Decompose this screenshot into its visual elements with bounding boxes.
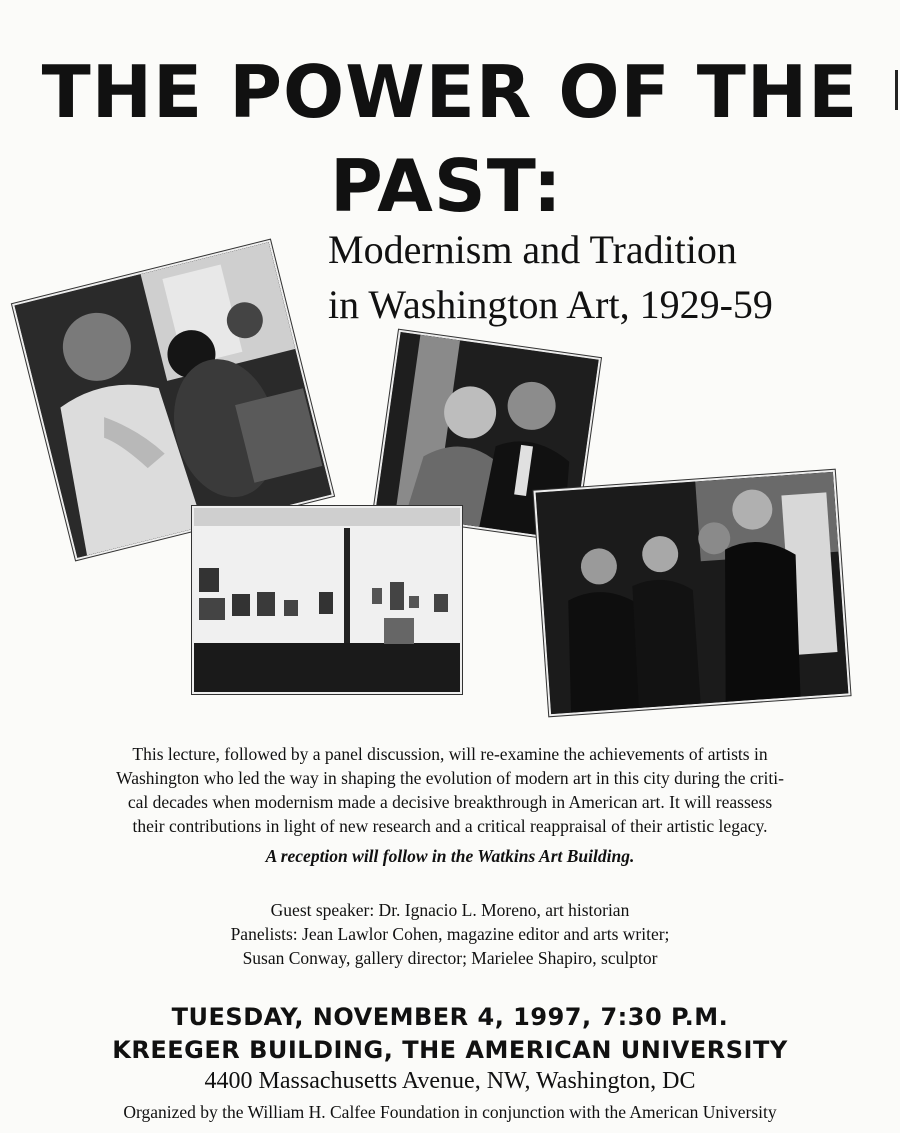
description-line: Washington who led the way in shaping the evolution of modern art in this city during the criti- xyxy=(116,768,784,788)
subtitle-line-2: in Washington Art, 1929-59 xyxy=(328,282,773,327)
description-line: their contributions in light of new research and a critical reappraisal of their artistic legacy. xyxy=(132,816,768,836)
description-line: This lecture, followed by a panel discussion, will re-examine the achievements of artists in xyxy=(132,744,768,764)
description-paragraph xyxy=(20,742,880,838)
guest-speaker: Guest speaker: Dr. Ignacio L. Moreno, art historian xyxy=(270,900,630,920)
photo-reception-group xyxy=(533,470,850,717)
title-line-1: THE POWER OF THE xyxy=(41,50,859,134)
event-address: 4400 Massachusetts Avenue, NW, Washington, DC xyxy=(204,1068,696,1094)
photo-gallery-room xyxy=(192,506,462,694)
reception-note: A reception will follow in the Watkins Art Building. xyxy=(265,846,635,866)
event-venue: KREEGER BUILDING, THE AMERICAN UNIVERSITY xyxy=(112,1036,788,1064)
event-datetime: TUESDAY, NOVEMBER 4, 1997, 7:30 P.M. xyxy=(171,1003,729,1031)
organizer-credit: Organized by the William H. Calfee Foundation in conjunction with the American University xyxy=(123,1102,777,1122)
subtitle-line-1: Modernism and Tradition xyxy=(328,227,737,272)
description-line: cal decades when modernism made a decisive breakthrough in American art. It will reassess xyxy=(127,792,773,812)
title-line-2: PAST: xyxy=(330,144,563,228)
panelists-line-2: Susan Conway, gallery director; Marielee Shapiro, sculptor xyxy=(242,948,658,968)
credits-block xyxy=(0,898,900,970)
panelists-line-1: Panelists: Jean Lawlor Cohen, magazine editor and arts writer; xyxy=(230,924,670,944)
